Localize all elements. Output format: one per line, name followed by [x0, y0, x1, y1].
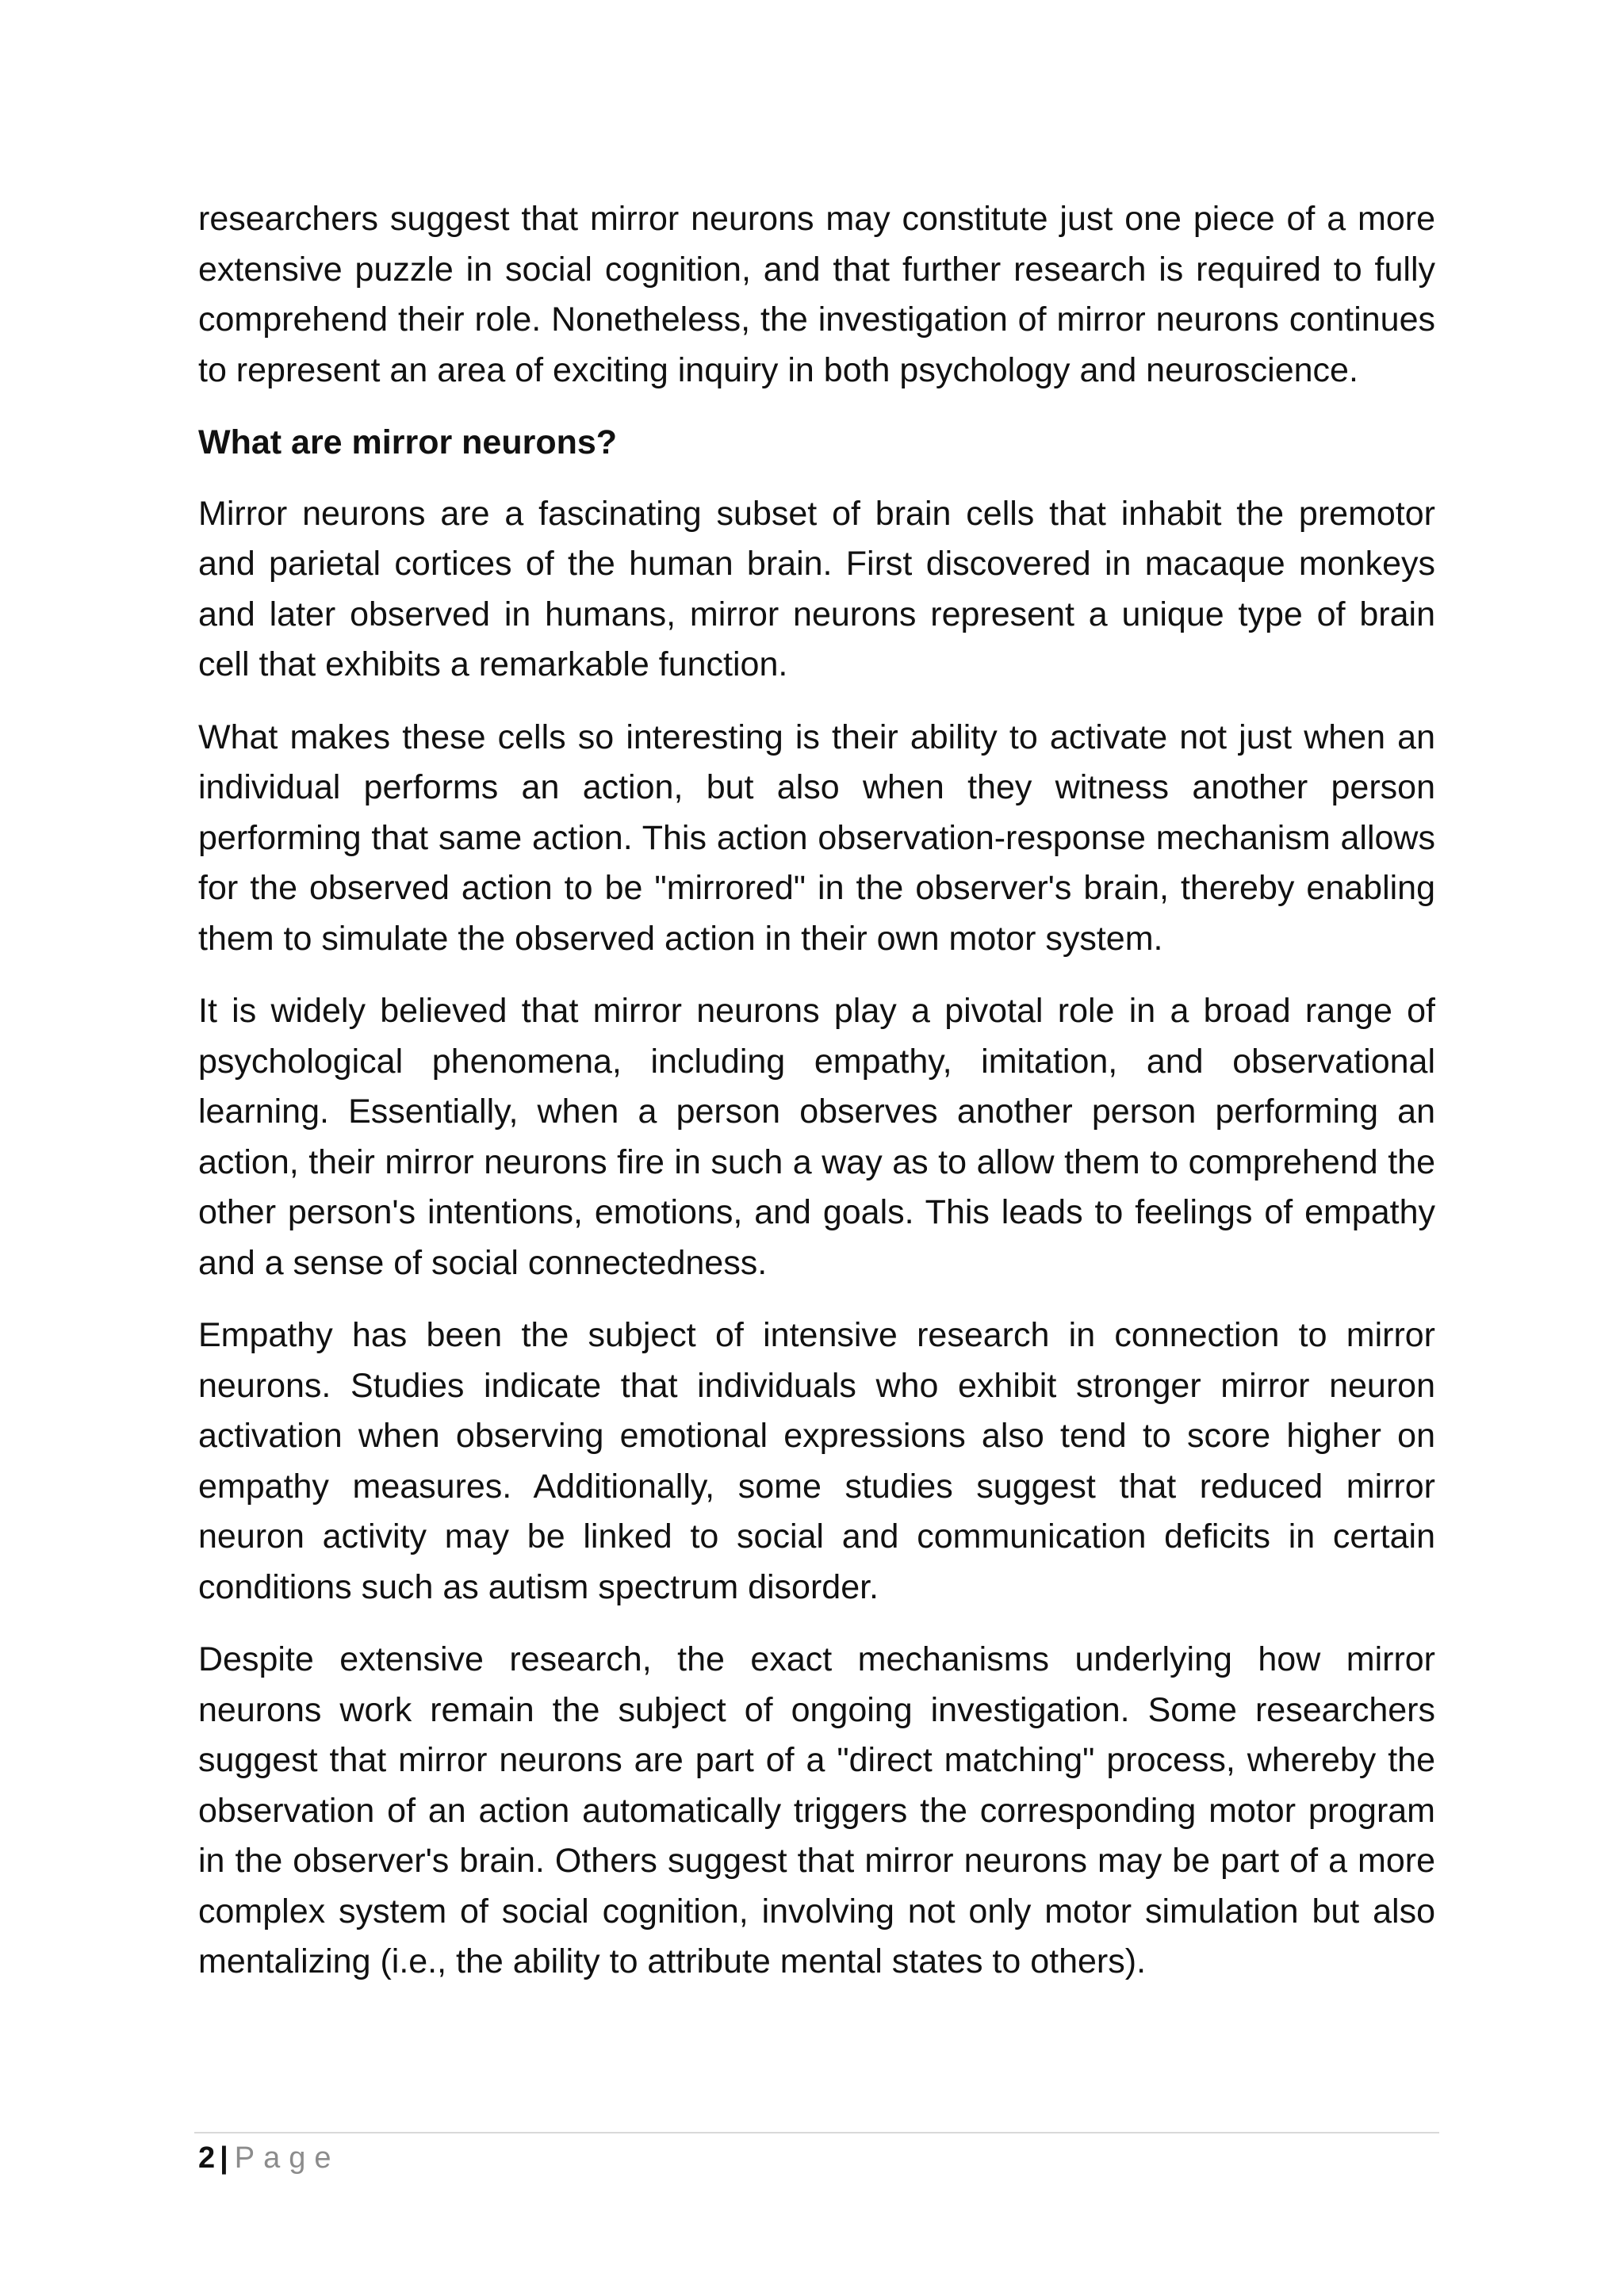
paragraph-empathy: Empathy has been the subject of intensive research in connection to mirror neurons. Studies indicate that individuals who exhibit stronger mirror neuron activation when observing emotional expressions also tend to score higher on empathy measures. Additionally, some studies suggest that reduced mirror neuron activity may be linked to social and communication deficits in certain conditions such as autism spectrum disorder. — [198, 1316, 1435, 1606]
paragraph-activation: What makes these cells so interesting is their ability to activate not just when an individual performs an action, but also when they witness another person performing that same action. This action observation-response mechanism allows for the observed action to be "mirrored" in the observer's brain, thereby enabling them to simulate the observed action in their own motor system. — [198, 718, 1435, 958]
page-label: Page — [234, 2141, 340, 2175]
document-body — [198, 194, 1435, 2010]
footer-separator: | — [220, 2141, 228, 2175]
section-heading: What are mirror neurons? — [198, 423, 618, 461]
page-footer — [198, 2138, 340, 2178]
paragraph-definition: Mirror neurons are a fascinating subset of brain cells that inhabit the premotor and parietal cortices of the human brain. First discovered in macaque monkeys and later observed in humans, mirror neurons represent a unique type of brain cell that exhibits a remarkable function. — [198, 494, 1435, 683]
page-number: 2 — [198, 2141, 216, 2175]
footer-divider — [194, 2132, 1439, 2133]
paragraph-mechanisms: Despite extensive research, the exact mechanisms underlying how mirror neurons work remain the subject of ongoing investigation. Some researchers suggest that mirror neurons are part of a "direct matching" process, whereby the observation of an action automatically triggers the corresponding motor program in the observer's brain. Others suggest that mirror neurons may be part of a more complex system of social cognition, involving not only motor simulation but also mentalizing (i.e., the ability to attribute mental states to others). — [198, 1640, 1435, 1980]
paragraph-continued: researchers suggest that mirror neurons may constitute just one piece of a more extensive puzzle in social cognition, and that further research is required to fully comprehend their role. Nonetheless, the investigation of mirror neurons continues to represent an area of exciting inquiry in both psychology and neuroscience. — [198, 200, 1435, 389]
paragraph-psychological-role: It is widely believed that mirror neurons play a pivotal role in a broad range of psychological phenomena, including empathy, imitation, and observational learning. Essentially, when a person observes another person performing an action, their mirror neurons fire in such a way as to allow them to comprehend the other person's intentions, emotions, and goals. This leads to feelings of empathy and a sense of social connectedness. — [198, 992, 1435, 1282]
